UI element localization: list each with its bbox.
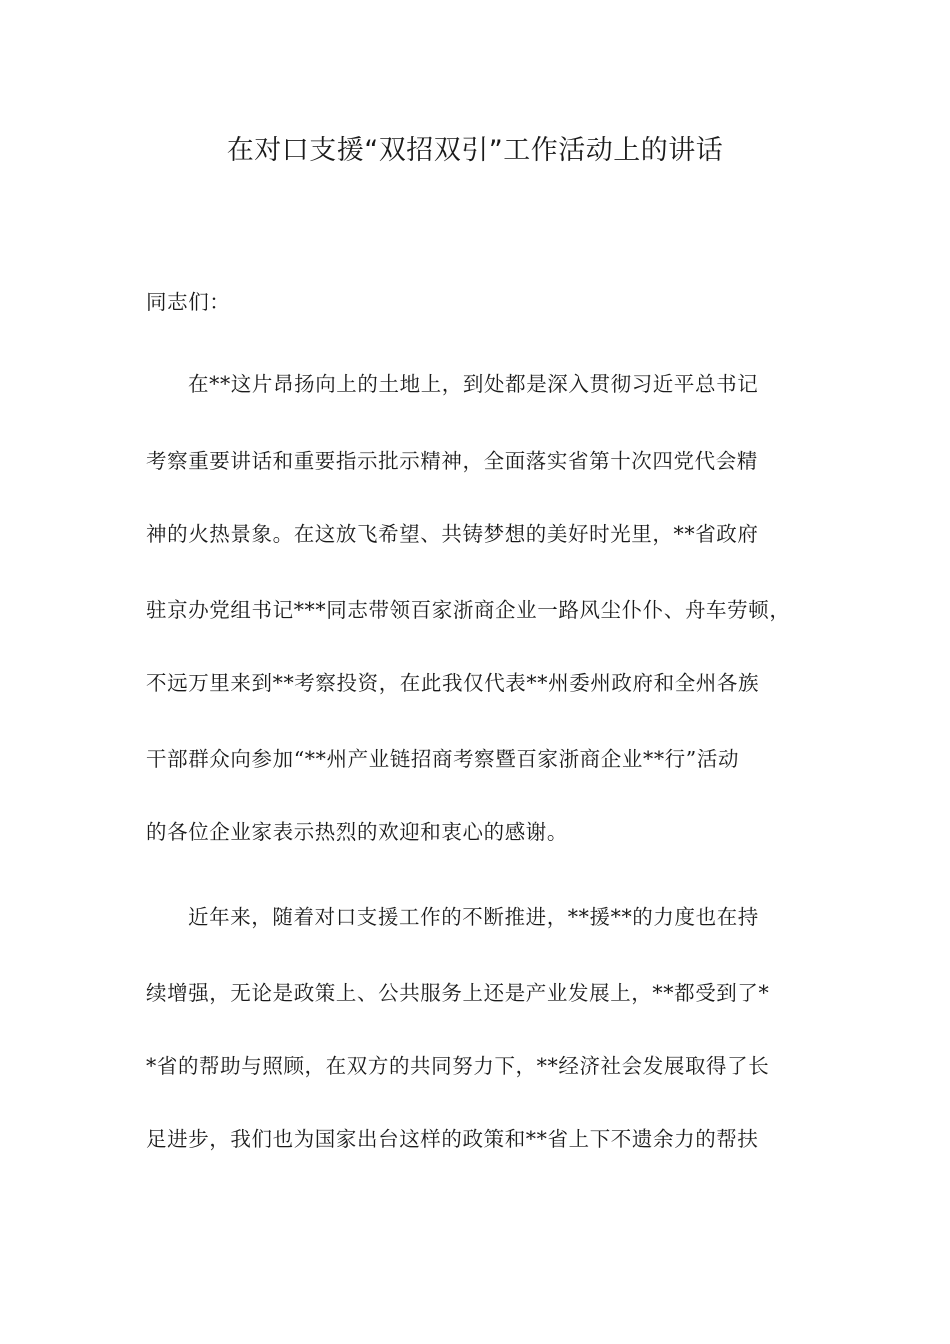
paragraph-2-line-3: *省的帮助与照顾，在双方的共同努力下，**经济社会发展取得了长 (146, 1054, 770, 1078)
paragraph-1-line-1: 在**这片昂扬向上的土地上，到处都是深入贯彻习近平总书记 (188, 372, 759, 396)
paragraph-1-line-5: 不远万里来到**考察投资，在此我仅代表**州委州政府和全州各族 (146, 671, 760, 695)
paragraph-1-line-7: 的各位企业家表示热烈的欢迎和衷心的感谢。 (146, 820, 568, 844)
paragraph-1-line-2: 考察重要讲话和重要指示批示精神，全面落实省第十次四党代会精 (146, 449, 758, 473)
paragraph-1-line-6: 干部群众向参加“**州产业链招商考察暨百家浙商企业**行”活动 (146, 747, 740, 771)
paragraph-1-line-4: 驻京办党组书记***同志带领百家浙商企业一路风尘仆仆、舟车劳顿， (146, 598, 791, 622)
salutation: 同志们： (146, 290, 231, 314)
paragraph-2-line-1: 近年来，随着对口支援工作的不断推进，**援**的力度也在持 (188, 905, 759, 929)
paragraph-1-line-3: 神的火热景象。在这放飞希望、共铸梦想的美好时光里，**省政府 (146, 522, 759, 546)
paragraph-2-line-4: 足进步，我们也为国家出台这样的政策和**省上下不遗余力的帮扶 (146, 1127, 759, 1151)
paragraph-2-line-2: 续增强，无论是政策上、公共服务上还是产业发展上，**都受到了* (146, 981, 770, 1005)
document-title: 在对口支援“双招双引”工作活动上的讲话 (226, 135, 724, 166)
